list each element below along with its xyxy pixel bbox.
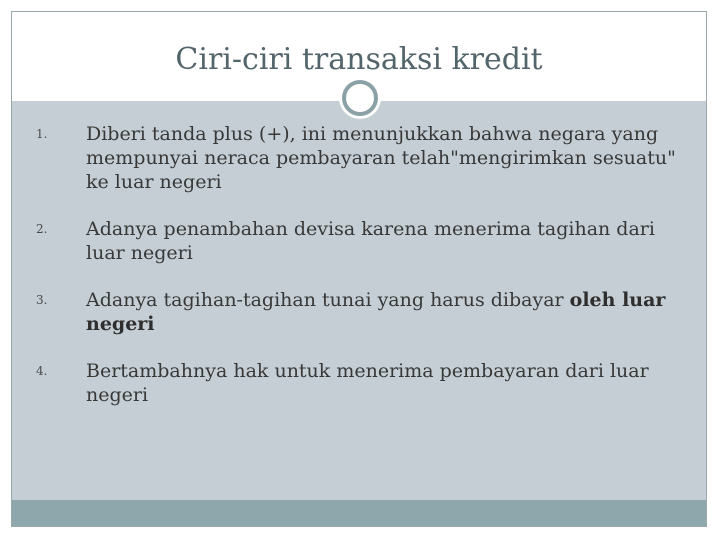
slide <box>11 11 707 527</box>
list-item <box>12 359 706 407</box>
list-item-text: Diberi tanda plus (+), ini menunjukkan bahwa negara yang mempunyai neraca pembayaran telah"mengirimkan sesuatu" ke luar negeri <box>86 123 676 193</box>
list-item <box>12 122 706 194</box>
list-item-text-regular: Adanya tagihan-tagihan tunai yang harus dibayar <box>86 289 570 311</box>
divider-circle-icon <box>342 80 378 116</box>
list-item-number: 2. <box>36 222 48 236</box>
list-item-number: 1. <box>36 127 48 141</box>
list-item-text-bold: oleh luar negeri <box>86 289 666 335</box>
list-item-number: 3. <box>36 293 48 307</box>
list-item <box>12 217 706 265</box>
list-item-text: Bertambahnya hak untuk menerima pembayaran dari luar negeri <box>86 360 649 406</box>
list-item-number: 4. <box>36 364 48 378</box>
slide-title: Ciri-ciri transaksi kredit <box>175 42 543 77</box>
footer-bar <box>12 500 706 526</box>
numbered-list <box>12 122 706 430</box>
list-item <box>12 288 706 336</box>
list-item-text: Adanya penambahan devisa karena menerima tagihan dari luar negeri <box>86 218 655 264</box>
list-item-text <box>86 288 680 336</box>
